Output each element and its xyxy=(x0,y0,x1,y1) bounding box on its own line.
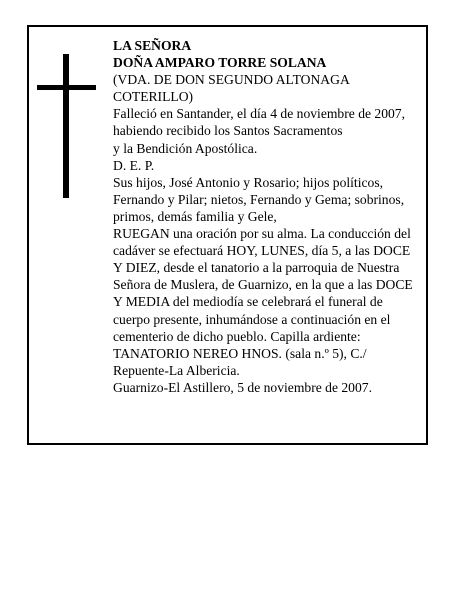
body-line: TANATORIO NEREO HNOS. (sala n.º 5), C./ xyxy=(113,345,367,361)
body-line: Repuente-La Albericia. xyxy=(113,362,240,378)
deceased-name: DOÑA AMPARO TORRE SOLANA xyxy=(113,55,327,71)
body-line: habiendo recibido los Santos Sacramentos xyxy=(113,123,343,139)
body-line: (VDA. DE DON SEGUNDO ALTONAGA xyxy=(113,72,350,88)
body-line: D. E. P. xyxy=(113,157,155,173)
body-line: primos, demás familia y Gele, xyxy=(113,208,277,224)
body-line: COTERILLO) xyxy=(113,89,194,105)
heading-line: LA SEÑORA xyxy=(113,38,192,53)
body-line: Y DIEZ, desde el tanatorio a la parroquia de Nuestra xyxy=(113,260,400,276)
body-line: cementerio de dicho pueblo. Capilla ardiente: xyxy=(113,328,361,344)
body-line: y la Bendición Apostólica. xyxy=(113,140,258,156)
body-line: Señora de Muslera, de Guarnizo, en la que a las DOCE xyxy=(113,277,413,293)
body-line: Fernando y Pilar; nietos, Fernando y Gema; sobrinos, xyxy=(113,191,405,207)
cross-icon-arm xyxy=(37,85,96,90)
obituary-text xyxy=(113,37,425,396)
cross-icon xyxy=(63,54,69,198)
body-line: Guarnizo-El Astillero, 5 de noviembre de 2007. xyxy=(113,379,372,395)
body-line: cuerpo presente, inhumándose a continuación en el xyxy=(113,311,391,327)
body-line: Sus hijos, José Antonio y Rosario; hijos políticos, xyxy=(113,174,384,190)
body-line: Falleció en Santander, el día 4 de noviembre de 2007, xyxy=(113,106,406,122)
body-line: cadáver se efectuará HOY, LUNES, día 5, a las DOCE xyxy=(113,243,411,259)
body-line: RUEGAN una oración por su alma. La conducción del xyxy=(113,226,411,242)
body-line: Y MEDIA del mediodía se celebrará el funeral de xyxy=(113,294,383,310)
